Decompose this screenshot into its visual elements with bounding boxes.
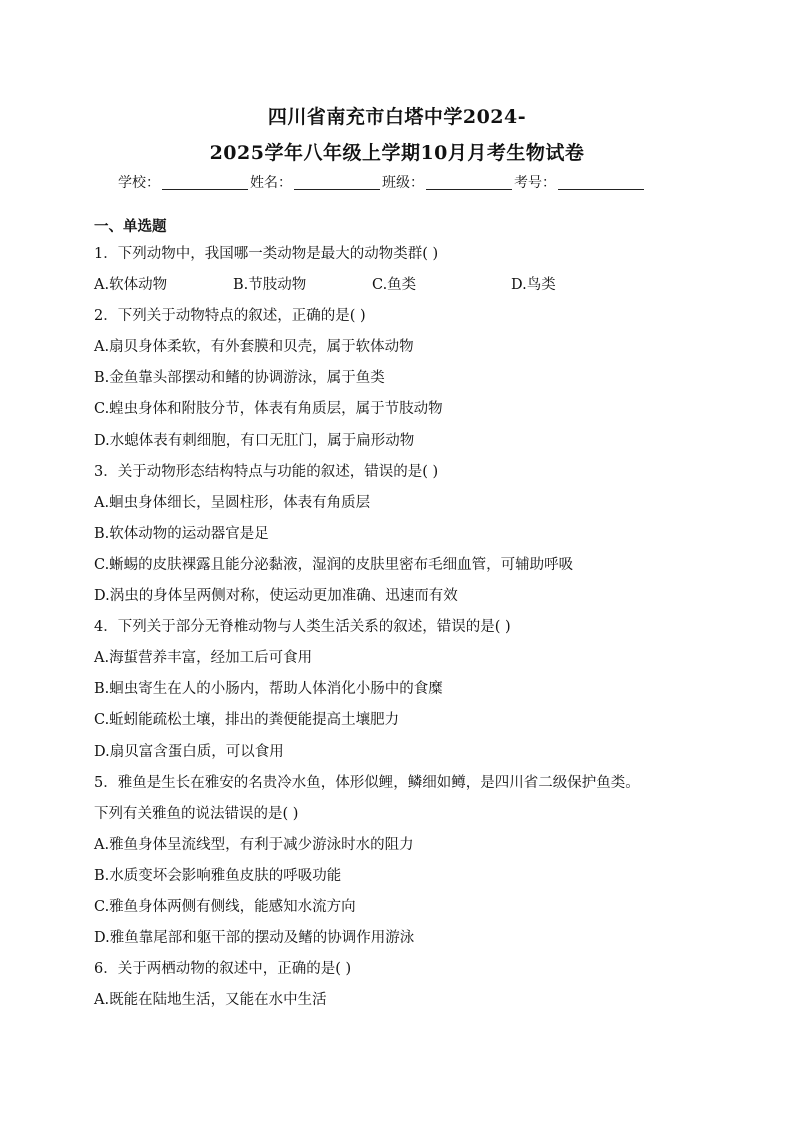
question-1-options (94, 270, 704, 301)
question-1-option-a[interactable]: A.软体动物 (94, 277, 168, 294)
name-field (250, 172, 382, 192)
question-6-option-a[interactable]: A.既能在陆地生活，又能在水中生活 (94, 992, 327, 1009)
question-3-option-d[interactable]: D.涡虫的身体呈两侧对称，使运动更加准确、迅速而有效 (94, 588, 458, 605)
name-blank[interactable] (294, 175, 380, 190)
question-5-option-b[interactable]: B.水质变坏会影响雅鱼皮肤的呼吸功能 (94, 867, 342, 884)
school-label: 学校： (118, 175, 160, 191)
question-1-option-d[interactable]: D.鸟类 (511, 277, 556, 294)
question-2-option-a[interactable]: A.扇贝身体柔软，有外套膜和贝壳，属于软体动物 (94, 339, 414, 356)
question-2-option-d[interactable]: D.水螅体表有刺细胞，有口无肛门，属于扁形动物 (94, 432, 415, 449)
question-4-option-a[interactable]: A.海蜇营养丰富，经加工后可食用 (94, 650, 313, 667)
question-2-option-c[interactable]: C.蝗虫身体和附肢分节，体表有角质层，属于节肢动物 (94, 401, 443, 418)
question-6-stem: 6．关于两栖动物的叙述中，正确的是( ) (94, 961, 352, 978)
class-label: 班级： (382, 175, 424, 191)
exam-number-blank[interactable] (558, 175, 644, 190)
name-label: 姓名： (250, 175, 292, 191)
question-3-option-c[interactable]: C.蜥蜴的皮肤裸露且能分泌黏液，湿润的皮肤里密布毛细血管，可辅助呼吸 (94, 556, 574, 573)
question-3-option-a[interactable]: A.蛔虫身体细长，呈圆柱形，体表有角质层 (94, 494, 371, 511)
question-4-stem: 4．下列关于部分无脊椎动物与人类生活关系的叙述，错误的是( ) (94, 619, 511, 636)
question-1-stem: 1．下列动物中，我国哪一类动物是最大的动物类群( ) (94, 246, 439, 262)
question-2-option-b[interactable]: B.金鱼靠头部摆动和鳍的协调游泳，属于鱼类 (94, 370, 385, 387)
question-5-stem: 5．雅鱼是生长在雅安的名贵冷水鱼，体形似鲤，鳞细如鳟，是四川省二级保护鱼类。 (94, 774, 640, 791)
question-3-stem: 3．关于动物形态结构特点与功能的叙述，错误的是( ) (94, 463, 439, 480)
exam-title-line-2: 2025学年八年级上学期10月月考生物试卷 (209, 142, 585, 164)
section-heading: 一、单选题 (94, 218, 167, 235)
exam-title-line-1: 四川省南充市白塔中学2024- (267, 106, 527, 128)
question-4-option-c[interactable]: C.蚯蚓能疏松土壤，排出的粪便能提高土壤肥力 (94, 712, 400, 729)
class-field (382, 172, 514, 192)
question-3-option-b[interactable]: B.软体动物的运动器官是足 (94, 525, 269, 542)
exam-number-label: 考号： (514, 175, 556, 191)
question-5-option-a[interactable]: A.雅鱼身体呈流线型，有利于减少游泳时水的阻力 (94, 836, 414, 853)
school-blank[interactable] (162, 175, 248, 190)
question-list (94, 214, 704, 1016)
question-5-stem-continued: 下列有关雅鱼的说法错误的是( ) (94, 805, 299, 822)
question-1-option-c[interactable]: C.鱼类 (372, 277, 417, 294)
exam-number-field (514, 172, 646, 192)
question-1-option-b[interactable]: B.节肢动物 (233, 277, 307, 294)
question-5-option-c[interactable]: C.雅鱼身体两侧有侧线，能感知水流方向 (94, 898, 356, 915)
question-4-option-d[interactable]: D.扇贝富含蛋白质，可以食用 (94, 743, 284, 760)
student-info-row (118, 172, 646, 192)
class-blank[interactable] (426, 175, 512, 190)
question-5-option-d[interactable]: D.雅鱼靠尾部和躯干部的摆动及鳍的协调作用游泳 (94, 930, 415, 947)
question-2-stem: 2．下列关于动物特点的叙述，正确的是( ) (94, 308, 366, 325)
school-field (118, 172, 250, 192)
question-4-option-b[interactable]: B.蛔虫寄生在人的小肠内，帮助人体消化小肠中的食糜 (94, 681, 443, 698)
